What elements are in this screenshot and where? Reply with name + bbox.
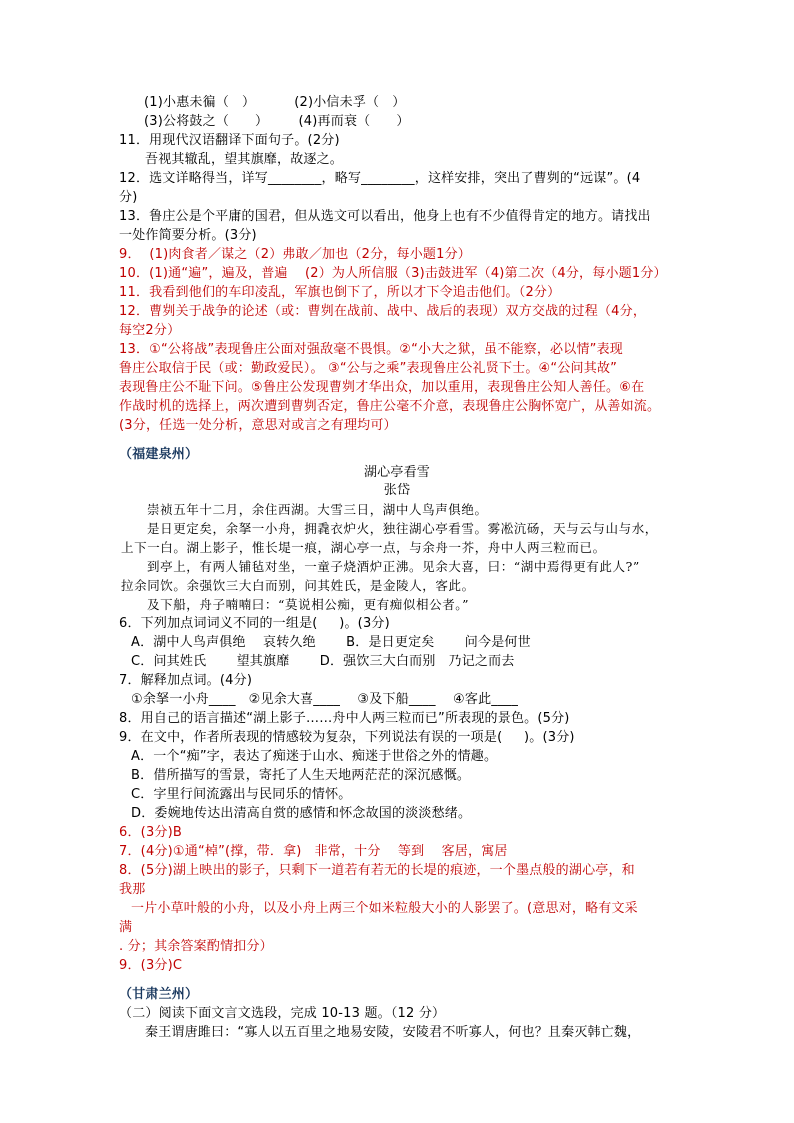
answer-7: 7．(4分)①通“棹”(撑，带．拿) 非常，十分 等到 客居，寓居: [119, 844, 508, 859]
region-heading-gansu-lanzhou: （甘肃兰州）: [119, 987, 199, 1002]
answer-9: 9． (1)肉食者／谋之（2）弗敢／加也（2分，每小题1分）: [119, 247, 471, 262]
question-6: 6．下列加点词词义不同的一组是( )。(3分): [119, 616, 390, 631]
question-9-option-b: B．借所描写的雪景，寄托了人生天地两茫茫的深沉感慨。: [131, 768, 471, 783]
passage-paragraph-2-line-2: 上下一白。湖上影子，惟长堤一痕，湖心亭一点，与余舟一芥，舟中人两三粒而已。: [121, 540, 606, 555]
answer-12-continued: 每空2分）: [119, 323, 181, 338]
answer-10: 10．(1)通“遍”，遍及，普遍 (2）为人所信服（3)击鼓进军（4)第二次（4分，每小题1分）: [119, 266, 667, 281]
answer-6: 6．(3分)B: [119, 825, 183, 840]
question-7-items: ①余拏一小舟____ ②见余大喜____ ③及下船____ ④客此____: [131, 692, 519, 707]
answer-13-line-5: (3分，任选一处分析，意思对或言之有理均可）: [119, 418, 397, 433]
answer-13-line-3: 表现鲁庄公不耻下问。⑤鲁庄公发现曹刿才华出众，加以重用，表现鲁庄公知人善任。⑥在: [119, 380, 645, 395]
passage-paragraph-1: 崇祯五年十二月，余住西湖。大雪三日，湖中人鸟声俱绝。: [147, 502, 488, 517]
section-intro: （二）阅读下面文言文选段，完成 10-13 题。（12 分）: [119, 1006, 446, 1021]
answer-8-line-2: 我那: [119, 882, 146, 897]
answer-12: 12．曹刿关于战争的论述（或：曹刿在战前、战中、战后的表现）双方交战的过程（4分，: [119, 304, 647, 319]
passage-author: 张岱: [383, 483, 411, 498]
question-9: 9．在文中，作者所表现的情感较为复杂，下列说法有误的一项是( )。(3分): [119, 730, 575, 745]
question-9-option-a: A．一个“痴”字，表达了痴迷于山水、痴迷于世俗之外的情趣。: [131, 749, 498, 764]
question-11: 11．用现代汉语翻译下面句子。(2分): [119, 133, 340, 148]
question-8: 8．用自己的语言描述“湖上影子……舟中人两三粒而已”所表现的景色。(5分): [119, 711, 570, 726]
answer-13-line-1: 13．①“公将战”表现鲁庄公面对强敌毫不畏惧。②“小大之狱，虽不能察，必以情”表现: [119, 342, 623, 357]
question-10-options-line-2: (3)公将鼓之（ ） (4)再而衰（ ）: [144, 114, 410, 129]
question-10-options-line-1: (1)小惠未徧（ ） (2)小信未孚（ ）: [144, 95, 406, 110]
answer-11: 11．我看到他们的车印凌乱，军旗也倒下了，所以才下令追击他们。（2分）: [119, 285, 561, 300]
question-13: 13．鲁庄公是个平庸的国君，但从选文可以看出，他身上也有不少值得肯定的地方。请找出: [119, 209, 651, 224]
question-11-sentence: 吾视其辙乱，望其旗靡，故逐之。: [145, 152, 344, 167]
passage-paragraph-3-line-2: 拉余同饮。余强饮三大白而别，问其姓氏，是金陵人，客此。: [121, 578, 475, 593]
passage-paragraph-4: 及下船，舟子喃喃曰：“莫说相公痴，更有痴似相公者。”: [147, 597, 470, 612]
answer-13-line-2: 鲁庄公取信于民（或：勤政爱民）。 ③“公与之乘”表现鲁庄公礼贤下士。④“公问其故”: [119, 361, 618, 376]
question-7: 7．解释加点词。(4分): [119, 673, 253, 688]
answer-8-line-5: . 分；其余答案酌情扣分）: [119, 939, 273, 954]
answer-9-second: 9．(3分)C: [119, 958, 183, 973]
answer-13-line-4: 作战时机的选择上，两次遭到曹刿否定，鲁庄公毫不介意，表现鲁庄公胸怀宽广，从善如流。: [119, 399, 661, 414]
passage-paragraph-3-line-1: 到亭上，有两人铺毡对坐，一童子烧酒炉正沸。见余大喜，曰：“湖中焉得更有此人?”: [147, 559, 640, 574]
passage-paragraph-2-line-1: 是日更定矣，余拏一小舟，拥毳衣炉火，独往湖心亭看雪。雾凇沆砀，天与云与山与水，: [147, 521, 658, 536]
question-6-options-ab: A．湖中人鸟声俱绝 哀转久绝 B．是日更定矣 问今是何世: [131, 635, 531, 650]
answer-8-line-3: 一片小草叶般的小舟，以及小舟上两三个如米粒般大小的人影罢了。(意思对，略有文采: [131, 901, 638, 916]
question-6-options-cd: C．问其姓氏 望其旗靡 D．强饮三大白而别 乃记之而去: [131, 654, 515, 669]
passage-text: 秦王谓唐雎曰：“寡人以五百里之地易安陵，安陵君不听寡人，何也？且秦灭韩亡魏，: [145, 1025, 641, 1040]
question-12: 12．选文详略得当，详写________，略写________，这样安排，突出了曹刿的“远谋”。(4: [119, 171, 641, 186]
question-9-option-d: D．委婉地传达出清高自赏的感情和怀念故国的淡淡愁绪。: [131, 806, 472, 821]
region-heading-fujian-quanzhou: （福建泉州）: [119, 447, 199, 462]
passage-title: 湖心亭看雪: [363, 465, 430, 480]
question-12-continued: 分): [119, 190, 138, 205]
question-13-continued: 一处作简要分析。(3分): [119, 228, 257, 243]
answer-8-line-4: 满: [119, 920, 133, 935]
question-9-option-c: C．字里行间流露出与民同乐的情怀。: [131, 787, 352, 802]
answer-8-line-1: 8．(5分)湖上映出的影子，只剩下一道若有若无的长堤的痕迹，一个墨点般的湖心亭，和: [119, 863, 635, 878]
